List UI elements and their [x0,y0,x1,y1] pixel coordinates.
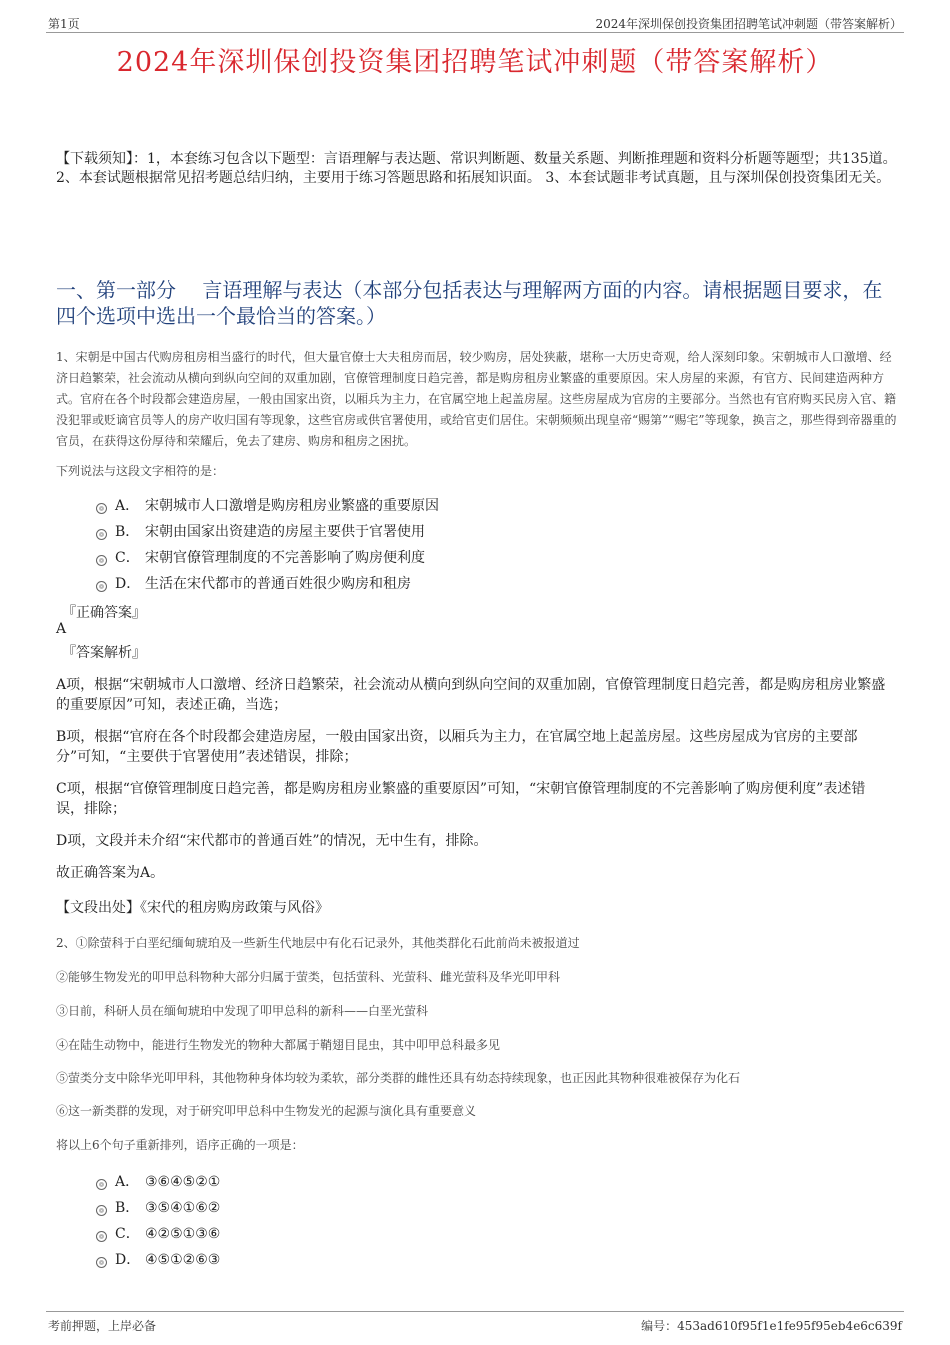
page-number: 第1页 [48,17,80,31]
question-2-options [96,1171,856,1275]
analysis-b: B项，根据“官府在各个时段都会建造房屋，一般由国家出资，以厢兵为主力，在官属空地上起盖房屋。这些房屋成为官房的主要部分”可知，“主要供于官署使用”表述错误，排除； [56,729,858,765]
option-d[interactable]: D． ④⑤①②⑥③ [96,1249,856,1275]
radio-icon[interactable] [96,1231,107,1242]
option-a[interactable]: A． ③⑥④⑤②① [96,1171,856,1197]
question-1-prompt: 下列说法与这段文字相符的是： [56,464,225,478]
section-heading: 一、第一部分 言语理解与表达（本部分包括表达与理解两方面的内容。请根据题目要求，在四个选项中选出一个最恰当的答案。） [56,278,883,328]
question-1-passage: 1、宋朝是中国古代购房租房相当盛行的时代，但大量官僚士大夫租房而居，较少购房，居处狭蔽，堪称一大历史奇观，给人深刻印象。宋朝城市人口激增、经济日趋繁荣，社会流动从横向到纵向空间的双重加剧，官僚管理制度日趋完善，都是购房租房业繁盛的重要原因。宋人房屋的来源，有官方、民间建造两种方式。官府在各个时段都会建造房屋，一般由国家出资，以厢兵为主力，在官属空地上起盖房屋。这些房屋成为官房的主要部分。当然也有官府购买民房入官、籍没犯罪或贬谪官员等人的房产收归国有等现象，这些官房或供官署使用，或给官吏们居住。宋朝频频出现皇帝“赐第”“赐宅”等现象，换言之，那些得到帝器重的官员，在获得这份厚待和荣耀后，免去了建房、购房和租房之困扰。 [56,350,897,448]
page-footer [46,1311,904,1334]
radio-icon[interactable] [96,503,107,514]
option-a[interactable]: A． 宋朝城市人口激增是购房租房业繁盛的重要原因 [96,495,856,521]
option-c[interactable]: C． ④②⑤①③⑥ [96,1223,856,1249]
question-2-sentence-3: ③日前，科研人员在缅甸琥珀中发现了叩甲总科的新科——白垩光萤科 [56,1004,429,1018]
analysis-d: D项，文段并未介绍“宋代都市的普通百姓”的情况，无中生有，排除。 [56,833,488,849]
radio-icon[interactable] [96,555,107,566]
option-b[interactable]: B． ③⑤④①⑥② [96,1197,856,1223]
analysis-conclusion: 故正确答案为A。 [56,865,165,881]
question-2-sentence-6: ⑥这一新类群的发现，对于研究叩甲总科中生物发光的起源与演化具有重要意义 [56,1104,477,1118]
document-code [641,1317,902,1334]
question-2-sentence-1: 2、①除萤科于白垩纪缅甸琥珀及一些新生代地层中有化石记录外，其他类群化石此前尚未被报道过 [56,936,580,950]
answer-analysis-label: 『答案解析』 [62,645,146,661]
question-2-sentence-5: ⑤萤类分支中除华光叩甲科，其他物种身体均较为柔软，部分类群的雌性还具有幼态持续现象，也正因此其物种很难被保存为化石 [56,1071,741,1085]
radio-icon[interactable] [96,1179,107,1190]
option-d[interactable]: D． 生活在宋代都市的普通百姓很少购房和租房 [96,573,856,599]
document-title: 2024年深圳保创投资集团招聘笔试冲刺题（带答案解析） [116,47,834,78]
question-2-prompt: 将以上6个句子重新排列，语序正确的一项是： [56,1138,304,1152]
question-2-sentence-4: ④在陆生动物中，能进行生物发光的物种大都属于鞘翅目昆虫，其中叩甲总科最多见 [56,1038,501,1052]
analysis-a: A项，根据“宋朝城市人口激增、经济日趋繁荣，社会流动从横向到纵向空间的双重加剧，官僚管理制度日趋完善，都是购房租房业繁盛的重要原因”可知，表述正确，当选； [56,677,886,713]
question-2-sentence-2: ②能够生物发光的叩甲总科物种大部分归属于萤类，包括萤科、光萤科、雌光萤科及华光叩甲科 [56,970,561,984]
document-code-label: 编号： [641,1319,678,1333]
radio-icon[interactable] [96,581,107,592]
analysis-c: C项，根据“官僚管理制度日趋完善，都是购房租房业繁盛的重要原因”可知，“宋朝官僚管理制度的不完善影响了购房便利度”表述错误，排除； [56,781,866,817]
download-notice: 【下载须知】：1，本套练习包含以下题型：言语理解与表达题、常识判断题、数量关系题、判断推理题和资料分析题等题型；共135道。 2、本套试题根据常见招考题总结归纳，主要用于练习答题思路和拓展知识面。 3、本套试题非考试真题，且与深圳保创投资集团无关。 [56,151,897,186]
correct-answer: A [56,621,67,637]
correct-answer-label: 『正确答案』 [62,605,146,621]
radio-icon[interactable] [96,1257,107,1268]
running-title: 2024年深圳保创投资集团招聘笔试冲刺题（带答案解析） [595,17,902,31]
radio-icon[interactable] [96,1205,107,1216]
page-header [46,12,904,33]
option-b[interactable]: B． 宋朝由国家出资建造的房屋主要供于官署使用 [96,521,856,547]
radio-icon[interactable] [96,529,107,540]
passage-source: 【文段出处】《宋代的租房购房政策与风俗》 [56,900,329,916]
document-code-value: 453ad610f95f1e1fe95f95eb4e6c639f [677,1319,902,1333]
question-1-options [96,495,856,599]
option-c[interactable]: C． 宋朝官僚管理制度的不完善影响了购房便利度 [96,547,856,573]
footer-slogan: 考前押题，上岸必备 [48,1319,157,1333]
